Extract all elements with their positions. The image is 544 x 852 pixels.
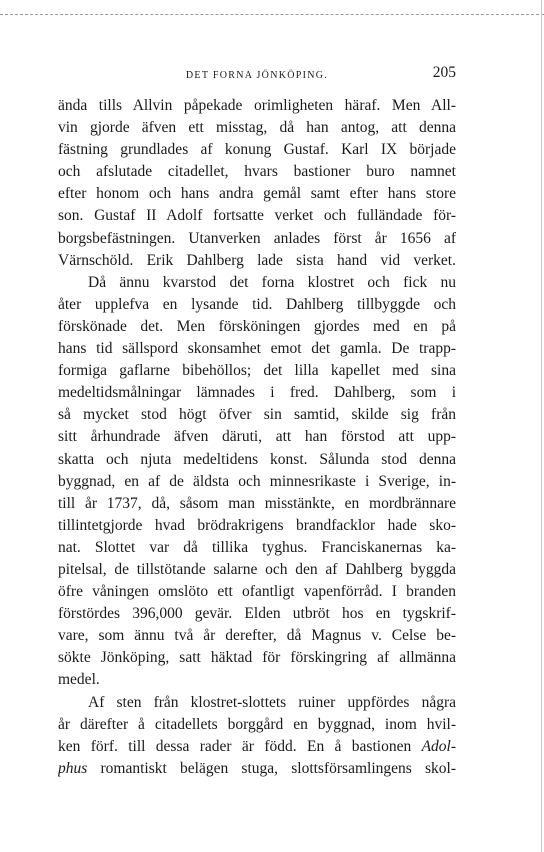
text-line: borgsbefästningen. Utanverken anlades först år 1656 af <box>58 229 456 247</box>
text-line: formiga gaflarne bibehöllos; det lilla kapellet med sina <box>58 362 456 380</box>
body-text <box>58 95 456 780</box>
text-line: vin gjorde äfven ett misstag, då han antog, att denna <box>58 119 456 137</box>
text-line: Då ännu kvarstod det forna klostret och fick nu <box>88 273 456 291</box>
text-line: skatta och njuta medeltidens konst. Sålunda stod denna <box>58 450 456 468</box>
page-number: 205 <box>432 64 456 81</box>
page-header <box>58 64 456 88</box>
text-line: åter upplefva en lysande tid. Dahlberg tillbyggde och <box>58 295 456 313</box>
top-rule <box>0 14 544 15</box>
text-line: ända tills Allvin påpekade orimligheten häraf. Men All- <box>58 97 456 114</box>
text-line: Värnschöld. Erik Dahlberg lade sista hand vid verket. <box>58 251 456 269</box>
text-line: medeltidsmålningar lämnades i fred. Dahlberg, som i <box>58 384 456 402</box>
text-line: nat. Slottet var då tillika tyghus. Franciskanernas ka- <box>58 538 456 556</box>
text-line: hans tid sällspord skonsamhet emot det gamla. De trapp- <box>58 340 456 358</box>
text-line: vare, som ännu två år derefter, då Magnus v. Celse be- <box>58 627 456 645</box>
text-line: sökte Jönköping, satt häktad för förskingring af allmänna <box>58 649 456 667</box>
text-line: öfre våningen omslöto ett ofantligt vapenförråd. I branden <box>58 583 456 601</box>
text-line: till år 1737, då, såsom man misstänkte, en mordbrännare <box>58 494 456 512</box>
text-line: phus romantiskt belägen stuga, slottsförsamlingens skol- <box>58 759 456 777</box>
text-line: år därefter å citadellets borggård en byggnad, inom hvil- <box>58 715 456 733</box>
text-line: tillintetgjorde hvad brödrakrigens brandfacklor hade sko- <box>58 516 456 534</box>
text-line: fästning grundlades af konung Gustaf. Karl IX började <box>58 141 456 159</box>
text-line: förstördes 396,000 gevär. Elden utbröt hos en tygskrif- <box>58 605 456 623</box>
text-line: sitt århundrade äfven däruti, att han förstod att upp- <box>58 428 456 446</box>
page-edge <box>541 0 542 852</box>
text-line: son. Gustaf II Adolf fortsatte verket och fulländade för- <box>58 207 456 225</box>
text-line: så mycket stod högt öfver sin samtid, skilde sig från <box>58 406 456 424</box>
running-head: DET FORNA JÖNKÖPING. <box>185 70 329 81</box>
text-line: Af sten från klostret-slottets ruiner uppfördes några <box>88 693 456 711</box>
text-line: efter honom och hans andra gemål samt efter hans store <box>58 185 456 203</box>
text-line: medel. <box>58 671 100 689</box>
text-line: pitelsal, de tillstötande salarne och den af Dahlberg byggda <box>58 560 456 578</box>
text-line: byggnad, en af de äldsta och minnesrikaste i Sverige, in- <box>58 472 456 490</box>
text-line: och afslutade citadellet, hvars bastioner buro namnet <box>58 163 456 181</box>
text-line: ken förf. till dessa rader är född. En å bastionen Adol- <box>58 737 456 755</box>
text-line: förskönade det. Men försköningen gjordes med en på <box>58 317 456 335</box>
